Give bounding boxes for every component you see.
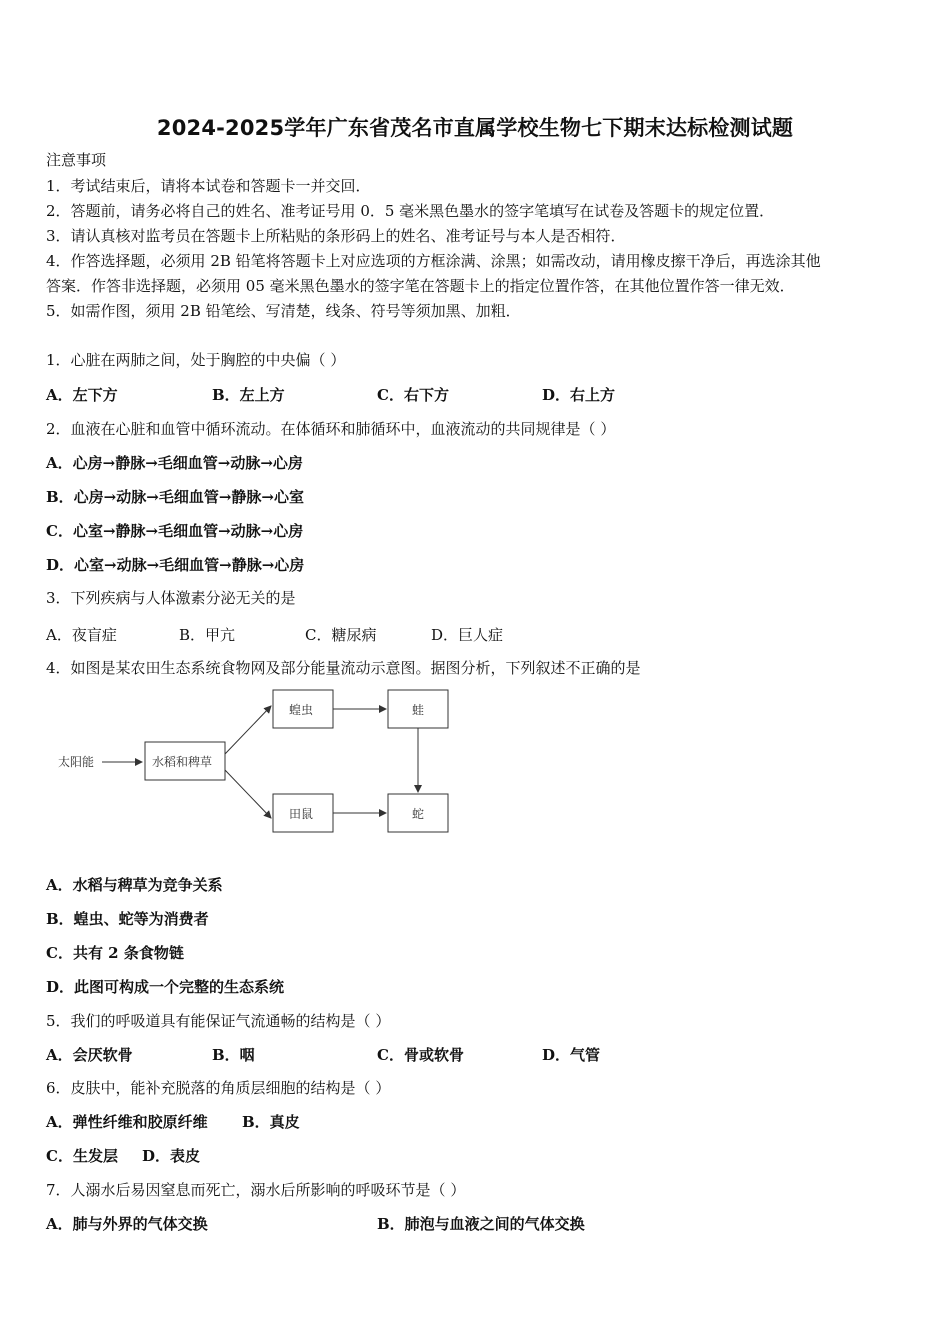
q6-option-c: C．生发层 — [46, 1147, 118, 1165]
mouse-label: 田鼠 — [289, 807, 314, 821]
q2-stem: 2．血液在心脏和血管中循环流动。在体循环和肺循环中，血液流动的共同规律是（ ） — [46, 420, 616, 438]
notice-item-4: 4．作答选择题，必须用 2B 铅笔将答题卡上对应选项的方框涂满、涂黑；如需改动，请用橡皮擦干净后，再选涂其他 — [46, 252, 821, 270]
q3-option-a: A．夜盲症 — [46, 626, 117, 644]
notice-item-1: 1．考试结束后，请将本试卷和答题卡一并交回． — [46, 177, 371, 195]
q4-stem: 4．如图是某农田生态系统食物网及部分能量流动示意图。据图分析，下列叙述不正确的是 — [46, 659, 641, 677]
q7-stem: 7．人溺水后易因窒息而死亡，溺水后所影响的呼吸环节是（ ） — [46, 1181, 466, 1199]
q2-option-d: D．心室→动脉→毛细血管→静脉→心房 — [46, 556, 305, 574]
sun-energy-label: 太阳能 — [58, 755, 95, 769]
q3-option-c: C．糖尿病 — [305, 626, 377, 644]
q2-option-a: A．心房→静脉→毛细血管→动脉→心房 — [46, 454, 303, 472]
q5-stem: 5．我们的呼吸道具有能保证气流通畅的结构是（ ） — [46, 1012, 391, 1030]
notice-item-5: 5．如需作图，须用 2B 铅笔绘、写清楚，线条、符号等须加黑、加粗． — [46, 302, 521, 320]
notice-heading: 注意事项 — [46, 151, 107, 169]
page-title: 2024-2025学年广东省茂名市直属学校生物七下期末达标检测试题 — [156, 116, 794, 140]
locust-label: 蝗虫 — [289, 703, 314, 717]
q3-option-b: B．甲亢 — [179, 626, 236, 644]
notice-item-3: 3．请认真核对监考员在答题卡上所粘贴的条形码上的姓名、准考证号与本人是否相符． — [46, 227, 626, 245]
q6-option-d: D．表皮 — [142, 1147, 201, 1165]
q5-option-b: B．咽 — [212, 1046, 255, 1064]
q5-option-d: D．气管 — [542, 1046, 601, 1064]
q2-option-c: C．心室→静脉→毛细血管→动脉→心房 — [46, 522, 304, 540]
q6-option-b: B．真皮 — [242, 1113, 300, 1131]
q2-option-b: B．心房→动脉→毛细血管→静脉→心室 — [46, 488, 304, 506]
frog-label: 蛙 — [412, 703, 425, 717]
q6-option-a: A．弹性纤维和胶原纤维 — [46, 1113, 208, 1131]
q1-option-c: C．右下方 — [377, 386, 449, 404]
q4-option-a: A．水稻与稗草为竞争关系 — [46, 876, 223, 894]
q3-stem: 3．下列疾病与人体激素分泌无关的是 — [46, 589, 296, 607]
arrow-plant-to-mouse — [225, 770, 271, 818]
notice-item-4-cont: 答案．作答非选择题，必须用 05 毫米黑色墨水的签字笔在答题卡上的指定位置作答，在其他位置作答一律无效． — [46, 277, 795, 295]
q3-option-d: D．巨人症 — [431, 626, 504, 644]
plant-label: 水稻和稗草 — [152, 755, 213, 769]
q1-option-b: B．左上方 — [212, 386, 285, 404]
q1-option-a: A．左下方 — [46, 386, 118, 404]
q7-option-a: A．肺与外界的气体交换 — [46, 1215, 208, 1233]
snake-label: 蛇 — [412, 807, 425, 821]
q1-option-d: D．右上方 — [542, 386, 616, 404]
q4-option-d: D．此图可构成一个完整的生态系统 — [46, 978, 285, 996]
q4-option-b: B．蝗虫、蛇等为消费者 — [46, 910, 209, 928]
q7-option-b: B．肺泡与血液之间的气体交换 — [377, 1215, 585, 1233]
q1-stem: 1．心脏在两肺之间，处于胸腔的中央偏（ ） — [46, 351, 346, 369]
q5-option-c: C．骨或软骨 — [377, 1046, 464, 1064]
arrow-plant-to-locust — [225, 706, 271, 754]
q5-option-a: A．会厌软骨 — [46, 1046, 133, 1064]
notice-item-2: 2．答题前，请务必将自己的姓名、准考证号用 0．5 毫米黑色墨水的签字笔填写在试卷及答题卡的规定位置． — [46, 202, 775, 220]
q6-stem: 6．皮肤中，能补充脱落的角质层细胞的结构是（ ） — [46, 1079, 391, 1097]
food-web-diagram — [46, 684, 466, 844]
q4-option-c: C．共有 2 条食物链 — [46, 944, 184, 962]
